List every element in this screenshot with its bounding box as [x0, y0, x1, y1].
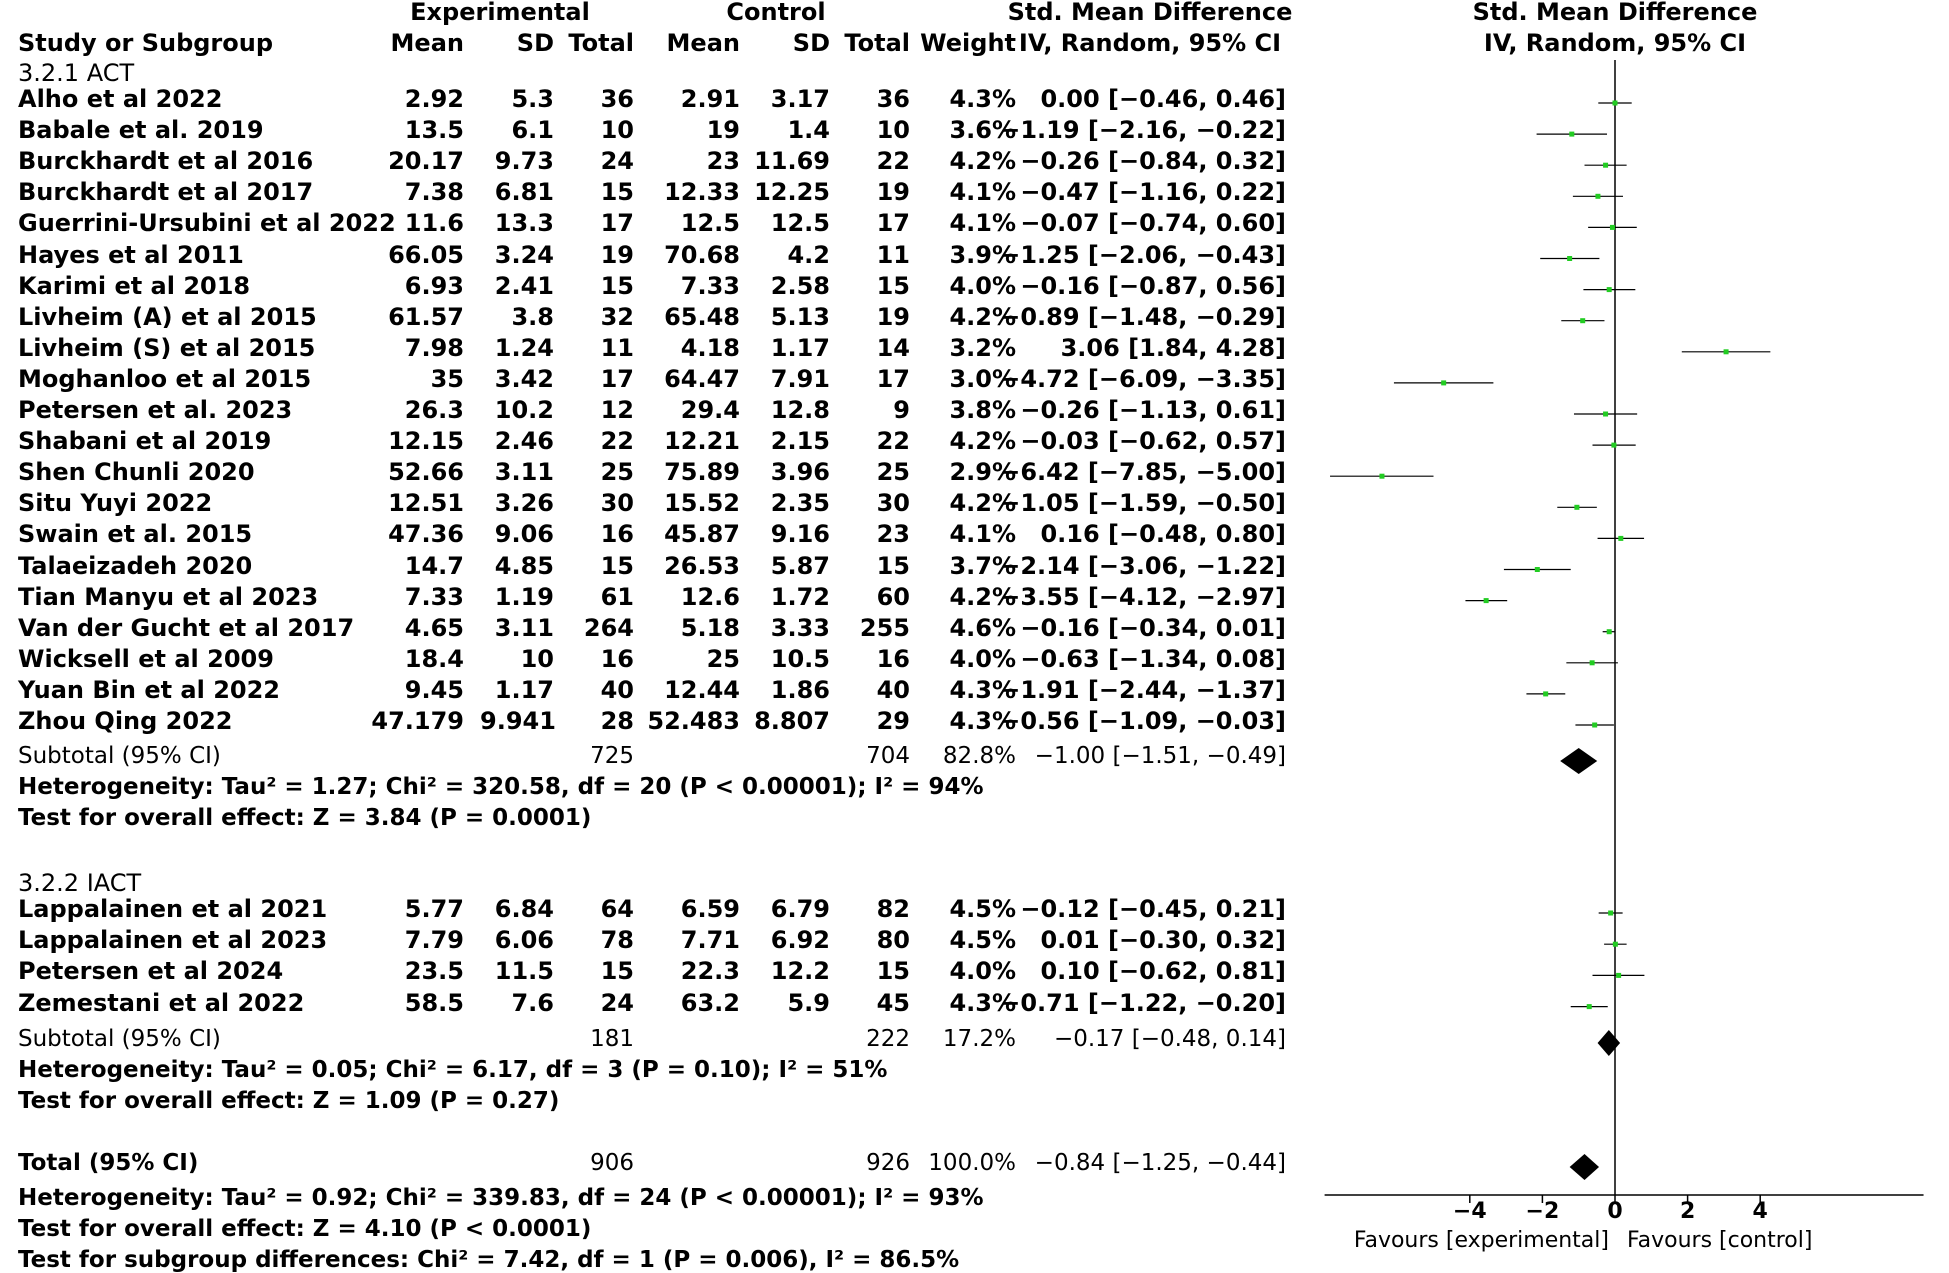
exp-sd-cell: 5.3 [511, 85, 554, 113]
exp-total-cell: 12 [600, 396, 634, 424]
exp-total-cell: 10 [600, 116, 634, 145]
weight-cell: 4.2% [949, 427, 1016, 456]
study-name: Petersen et al 2024 [18, 957, 284, 986]
exp-mean-cell: 58.5 [404, 988, 464, 1017]
exp-sd-cell: 6.06 [494, 926, 554, 955]
subgroup-label-iact: 3.2.2 IACT [18, 869, 142, 897]
weight-cell: 4.2% [949, 582, 1016, 611]
ctl-total-cell: 80 [876, 926, 910, 955]
point-estimate [1567, 256, 1572, 261]
exp-total-cell: 264 [583, 613, 634, 642]
ctl-mean-cell: 52.483 [647, 707, 740, 735]
ctl-total-cell: 22 [876, 427, 910, 456]
study-name: Petersen et al. 2023 [18, 396, 293, 424]
point-estimate [1535, 567, 1540, 572]
smd-ci-cell: −0.84 [−1.25, −0.44] [1034, 1150, 1286, 1176]
smd-ci-cell: −3.55 [−4.12, −2.97] [1000, 582, 1286, 611]
exp-sd-cell: 13.3 [494, 209, 554, 238]
exp-mean-cell: 47.36 [388, 520, 464, 549]
exp-total-cell: 30 [600, 489, 634, 518]
ctl-total-cell: 255 [859, 613, 910, 642]
exp-total-cell: 28 [600, 707, 634, 735]
exp-mean-cell: 7.98 [404, 333, 464, 362]
smd-ci-cell: −0.16 [−0.87, 0.56] [1020, 271, 1286, 300]
ctl-total-cell: 704 [866, 743, 910, 769]
exp-total-cell: 24 [600, 988, 634, 1017]
ctl-total-cell: 17 [876, 209, 910, 238]
smd-ci-cell: −0.47 [−1.16, 0.22] [1020, 178, 1286, 207]
iact-overall-effect: Test for overall effect: Z = 1.09 (P = 0.27) [18, 1088, 560, 1114]
xlabel-favours-control: Favours [control] [1627, 1228, 1813, 1253]
ctl-sd-cell: 8.807 [754, 707, 830, 735]
smd-ci-cell: −0.63 [−1.34, 0.08] [1020, 644, 1286, 673]
smd-ci-cell: −0.26 [−1.13, 0.61] [1020, 396, 1286, 424]
control-group-header: Control [726, 0, 826, 26]
point-estimate [1610, 225, 1615, 230]
subgroup-label-act: 3.2.1 ACT [18, 59, 135, 87]
study-name: Zemestani et al 2022 [18, 988, 305, 1017]
smd-ci-cell: −2.14 [−3.06, −1.22] [1000, 551, 1286, 580]
x-tick-label: 2 [1679, 1199, 1696, 1224]
exp-sd-cell: 3.26 [494, 489, 554, 518]
ctl-total-cell: 40 [876, 675, 910, 704]
study-name: Babale et al. 2019 [18, 116, 264, 145]
weight-cell: 4.3% [949, 988, 1016, 1017]
ctl-total-cell: 60 [876, 582, 910, 611]
ctl-sd-cell: 12.2 [770, 957, 830, 986]
ctl-total-cell: 23 [876, 520, 910, 549]
ctl-total-header: Total [844, 29, 910, 57]
smd-ci-cell: 0.10 [−0.62, 0.81] [1040, 957, 1286, 986]
weight-cell: 3.8% [949, 396, 1016, 424]
point-estimate [1543, 691, 1548, 696]
study-name: Lappalainen et al 2021 [18, 895, 328, 923]
ctl-total-cell: 29 [876, 707, 910, 735]
summary-label: Subtotal (95% CI) [18, 1026, 221, 1052]
ctl-total-cell: 30 [876, 489, 910, 518]
x-tick-label: −2 [1525, 1199, 1560, 1224]
weight-cell: 4.3% [949, 675, 1016, 704]
exp-total-cell: 24 [600, 147, 634, 176]
point-estimate [1613, 101, 1618, 106]
exp-total-cell: 78 [600, 926, 634, 955]
ctl-mean-cell: 25 [706, 644, 740, 673]
plot-header-title: Std. Mean Difference [1472, 0, 1758, 26]
smd-ci-cell: −0.03 [−0.62, 0.57] [1020, 427, 1286, 456]
exp-sd-cell: 10 [520, 644, 554, 673]
ctl-sd-cell: 6.79 [770, 895, 830, 923]
ctl-sd-cell: 1.86 [770, 675, 830, 704]
exp-total-cell: 17 [600, 209, 634, 238]
ctl-total-cell: 36 [876, 85, 910, 113]
smd-ci-cell: −0.89 [−1.48, −0.29] [1000, 302, 1286, 331]
exp-sd-cell: 9.06 [494, 520, 554, 549]
ctl-total-cell: 15 [876, 271, 910, 300]
xlabel-favours-experimental: Favours [experimental] [1353, 1228, 1609, 1253]
study-name: Moghanloo et al 2015 [18, 364, 312, 393]
exp-mean-cell: 52.66 [388, 458, 464, 487]
exp-sd-cell: 9.941 [480, 707, 556, 735]
study-name: Burckhardt et al 2017 [18, 178, 314, 207]
act-heterogeneity: Heterogeneity: Tau² = 1.27; Chi² = 320.58, df = 20 (P < 0.00001); I² = 94% [18, 774, 984, 800]
weight-cell: 4.6% [949, 613, 1016, 642]
smd-ci-cell: −4.72 [−6.09, −3.35] [1000, 364, 1286, 393]
exp-mean-cell: 2.92 [404, 85, 464, 113]
ctl-sd-cell: 12.5 [770, 209, 830, 238]
study-name: Karimi et al 2018 [18, 271, 251, 300]
experimental-group-header: Experimental [410, 0, 590, 26]
ctl-sd-cell: 12.8 [770, 396, 830, 424]
subgroup-differences: Test for subgroup differences: Chi² = 7.42, df = 1 (P = 0.006), I² = 86.5% [18, 1247, 960, 1273]
exp-total-cell: 15 [600, 957, 634, 986]
smd-ci-cell: 0.16 [−0.48, 0.80] [1040, 520, 1286, 549]
ctl-mean-cell: 12.21 [664, 427, 740, 456]
ctl-mean-cell: 5.18 [680, 613, 740, 642]
total-heterogeneity: Heterogeneity: Tau² = 0.92; Chi² = 339.83, df = 24 (P < 0.00001); I² = 93% [18, 1185, 984, 1211]
ctl-sd-cell: 4.2 [787, 240, 830, 269]
exp-sd-cell: 1.19 [494, 582, 554, 611]
weight-cell: 3.6% [949, 116, 1016, 145]
smd-header-title: Std. Mean Difference [1007, 0, 1293, 26]
exp-mean-cell: 20.17 [388, 147, 464, 176]
ctl-total-cell: 15 [876, 957, 910, 986]
point-estimate [1607, 629, 1612, 634]
exp-total-cell: 15 [600, 551, 634, 580]
ctl-mean-cell: 70.68 [664, 240, 740, 269]
ctl-mean-cell: 12.44 [664, 675, 740, 704]
exp-mean-cell: 35 [430, 364, 464, 393]
exp-mean-cell: 14.7 [404, 551, 464, 580]
study-name: Livheim (S) et al 2015 [18, 333, 316, 362]
plot-method-header: IV, Random, 95% CI [1483, 29, 1747, 57]
ctl-mean-cell: 19 [706, 116, 740, 145]
point-estimate [1587, 1004, 1592, 1009]
exp-total-cell: 64 [600, 895, 634, 923]
exp-mean-cell: 6.93 [404, 271, 464, 300]
ctl-total-cell: 14 [876, 333, 910, 362]
iact-heterogeneity: Heterogeneity: Tau² = 0.05; Chi² = 6.17, df = 3 (P = 0.10); I² = 51% [18, 1057, 888, 1083]
exp-total-cell: 181 [590, 1026, 634, 1052]
exp-sd-cell: 3.11 [494, 613, 554, 642]
ctl-sd-cell: 1.4 [787, 116, 830, 145]
ctl-sd-cell: 5.87 [770, 551, 830, 580]
point-estimate [1608, 911, 1613, 916]
point-estimate [1379, 474, 1384, 479]
exp-sd-cell: 2.41 [494, 271, 554, 300]
ctl-sd-cell: 3.96 [770, 458, 830, 487]
exp-sd-cell: 3.24 [494, 240, 554, 269]
weight-cell: 4.1% [949, 209, 1016, 238]
ctl-mean-cell: 26.53 [664, 551, 740, 580]
study-name: Tian Manyu et al 2023 [18, 582, 319, 611]
weight-cell: 4.2% [949, 302, 1016, 331]
smd-ci-cell: −0.17 [−0.48, 0.14] [1053, 1026, 1286, 1052]
ctl-mean-cell: 15.52 [664, 489, 740, 518]
weight-cell: 82.8% [942, 743, 1016, 769]
exp-sd-cell: 3.8 [511, 302, 554, 331]
study-name: Lappalainen et al 2023 [18, 926, 328, 955]
weight-cell: 4.5% [949, 926, 1016, 955]
exp-total-cell: 15 [600, 271, 634, 300]
act-overall-effect: Test for overall effect: Z = 3.84 (P = 0.0001) [18, 805, 592, 831]
smd-ci-cell: −0.12 [−0.45, 0.21] [1020, 895, 1286, 923]
study-name: Talaeizadeh 2020 [18, 551, 253, 580]
point-estimate [1724, 349, 1729, 354]
exp-mean-cell: 7.79 [404, 926, 464, 955]
exp-mean-cell: 11.6 [404, 209, 464, 238]
exp-total-header: Total [568, 29, 634, 57]
ctl-mean-cell: 2.91 [680, 85, 740, 113]
point-estimate [1574, 505, 1579, 510]
ctl-mean-cell: 64.47 [664, 364, 740, 393]
weight-cell: 4.5% [949, 895, 1016, 923]
smd-ci-cell: 0.01 [−0.30, 0.32] [1040, 926, 1286, 955]
exp-total-cell: 16 [600, 644, 634, 673]
exp-total-cell: 906 [590, 1150, 634, 1176]
ctl-mean-cell: 7.33 [680, 271, 740, 300]
study-name: Yuan Bin et al 2022 [18, 675, 280, 704]
weight-header: Weight [920, 29, 1016, 57]
point-estimate [1611, 443, 1616, 448]
ctl-sd-cell: 9.16 [770, 520, 830, 549]
ctl-sd-cell: 5.13 [770, 302, 830, 331]
ctl-mean-cell: 12.5 [680, 209, 740, 238]
ctl-sd-cell: 3.33 [770, 613, 830, 642]
exp-total-cell: 40 [600, 675, 634, 704]
x-tick-label: 4 [1752, 1199, 1768, 1224]
ctl-mean-cell: 65.48 [664, 302, 740, 331]
ctl-sd-cell: 5.9 [787, 988, 830, 1017]
summary-diamond [1570, 1154, 1599, 1180]
exp-sd-cell: 1.24 [494, 333, 554, 362]
ctl-mean-header: Mean [666, 29, 740, 57]
exp-mean-header: Mean [390, 29, 464, 57]
ctl-total-cell: 9 [893, 396, 910, 424]
exp-sd-cell: 10.2 [494, 396, 554, 424]
ctl-mean-cell: 12.6 [680, 582, 740, 611]
weight-cell: 100.0% [928, 1150, 1016, 1176]
ctl-total-cell: 19 [876, 178, 910, 207]
weight-cell: 3.7% [949, 551, 1016, 580]
ctl-mean-cell: 63.2 [680, 988, 740, 1017]
ctl-total-cell: 82 [876, 895, 910, 923]
exp-total-cell: 17 [600, 364, 634, 393]
ctl-total-cell: 15 [876, 551, 910, 580]
point-estimate [1603, 412, 1608, 417]
exp-sd-cell: 9.73 [494, 147, 554, 176]
exp-total-cell: 61 [600, 582, 634, 611]
study-name: Van der Gucht et al 2017 [18, 613, 355, 642]
ctl-mean-cell: 7.71 [680, 926, 740, 955]
point-estimate [1441, 380, 1446, 385]
study-name: Livheim (A) et al 2015 [18, 302, 317, 331]
smd-ci-cell: −1.05 [−1.59, −0.50] [1000, 489, 1286, 518]
ctl-sd-cell: 1.17 [770, 333, 830, 362]
ctl-mean-cell: 29.4 [680, 396, 740, 424]
weight-cell: 4.3% [949, 85, 1016, 113]
ctl-total-cell: 17 [876, 364, 910, 393]
exp-sd-cell: 6.84 [494, 895, 554, 923]
study-name: Swain et al. 2015 [18, 520, 253, 549]
ctl-total-cell: 16 [876, 644, 910, 673]
summary-diamond [1598, 1030, 1621, 1056]
exp-total-cell: 725 [590, 743, 634, 769]
ctl-total-cell: 45 [876, 988, 910, 1017]
exp-mean-cell: 7.33 [404, 582, 464, 611]
ctl-sd-cell: 3.17 [770, 85, 830, 113]
exp-total-cell: 11 [600, 333, 634, 362]
total-overall-effect: Test for overall effect: Z = 4.10 (P < 0.0001) [18, 1216, 592, 1242]
ctl-mean-cell: 6.59 [680, 895, 740, 923]
study-name: Hayes et al 2011 [18, 240, 244, 269]
exp-mean-cell: 26.3 [404, 396, 464, 424]
weight-cell: 4.2% [949, 147, 1016, 176]
weight-cell: 4.0% [949, 644, 1016, 673]
point-estimate [1569, 132, 1574, 137]
ctl-sd-cell: 11.69 [754, 147, 830, 176]
study-name: Burckhardt et al 2016 [18, 147, 314, 176]
exp-sd-cell: 1.17 [494, 675, 554, 704]
ctl-sd-cell: 2.35 [770, 489, 830, 518]
x-tick-label: 0 [1607, 1199, 1623, 1224]
exp-sd-cell: 3.11 [494, 458, 554, 487]
smd-ci-cell: −0.56 [−1.09, −0.03] [1000, 707, 1286, 735]
weight-cell: 4.2% [949, 489, 1016, 518]
exp-total-cell: 19 [600, 240, 634, 269]
ctl-total-cell: 10 [876, 116, 910, 145]
ctl-total-cell: 11 [876, 240, 910, 269]
smd-ci-cell: −0.26 [−0.84, 0.32] [1020, 147, 1286, 176]
ctl-mean-cell: 4.18 [680, 333, 740, 362]
ctl-sd-header: SD [792, 29, 830, 57]
study-name: Zhou Qing 2022 [18, 707, 233, 735]
ctl-mean-cell: 45.87 [664, 520, 740, 549]
ctl-sd-cell: 6.92 [770, 926, 830, 955]
point-estimate [1607, 287, 1612, 292]
weight-cell: 4.3% [949, 707, 1016, 735]
smd-ci-cell: 3.06 [1.84, 4.28] [1060, 333, 1286, 362]
smd-ci-cell: 0.00 [−0.46, 0.46] [1040, 85, 1286, 113]
exp-mean-cell: 61.57 [388, 302, 464, 331]
exp-mean-cell: 12.51 [388, 489, 464, 518]
ctl-total-cell: 926 [866, 1150, 910, 1176]
point-estimate [1603, 163, 1608, 168]
smd-ci-cell: −0.71 [−1.22, −0.20] [1000, 988, 1286, 1017]
exp-mean-cell: 7.38 [404, 178, 464, 207]
ctl-mean-cell: 12.33 [664, 178, 740, 207]
ctl-mean-cell: 23 [706, 147, 740, 176]
exp-total-cell: 25 [600, 458, 634, 487]
study-column-header: Study or Subgroup [18, 29, 274, 57]
study-name: Alho et al 2022 [18, 85, 223, 113]
smd-ci-cell: −1.25 [−2.06, −0.43] [1000, 240, 1286, 269]
study-name: Shen Chunli 2020 [18, 458, 255, 487]
point-estimate [1484, 598, 1489, 603]
exp-total-cell: 22 [600, 427, 634, 456]
weight-cell: 17.2% [942, 1026, 1016, 1052]
exp-total-cell: 36 [600, 85, 634, 113]
smd-ci-cell: −1.00 [−1.51, −0.49] [1034, 743, 1286, 769]
x-tick-label: −4 [1452, 1199, 1487, 1224]
exp-sd-cell: 6.1 [511, 116, 554, 145]
exp-mean-cell: 5.77 [404, 895, 464, 923]
exp-sd-cell: 3.42 [494, 364, 554, 393]
smd-ci-cell: −1.91 [−2.44, −1.37] [1000, 675, 1286, 704]
point-estimate [1592, 723, 1597, 728]
summary-label: Total (95% CI) [18, 1150, 199, 1176]
summary-diamond [1560, 748, 1597, 774]
ctl-mean-cell: 22.3 [680, 957, 740, 986]
ctl-total-cell: 22 [876, 147, 910, 176]
smd-ci-cell: −0.07 [−0.74, 0.60] [1020, 209, 1286, 238]
smd-ci-cell: −0.16 [−0.34, 0.01] [1020, 613, 1286, 642]
weight-cell: 4.1% [949, 178, 1016, 207]
ctl-total-cell: 25 [876, 458, 910, 487]
weight-cell: 4.0% [949, 957, 1016, 986]
exp-mean-cell: 18.4 [404, 644, 464, 673]
ctl-sd-cell: 2.58 [770, 271, 830, 300]
exp-sd-header: SD [516, 29, 554, 57]
smd-ci-cell: −6.42 [−7.85, −5.00] [1000, 458, 1286, 487]
exp-sd-cell: 6.81 [494, 178, 554, 207]
smd-ci-cell: −1.19 [−2.16, −0.22] [1000, 116, 1286, 145]
study-name: Guerrini-Ursubini et al 2022 [18, 209, 396, 238]
point-estimate [1590, 660, 1595, 665]
weight-cell: 3.0% [949, 364, 1016, 393]
summary-label: Subtotal (95% CI) [18, 743, 221, 769]
ctl-sd-cell: 2.15 [770, 427, 830, 456]
weight-cell: 2.9% [949, 458, 1016, 487]
exp-mean-cell: 9.45 [404, 675, 464, 704]
point-estimate [1616, 973, 1621, 978]
ctl-total-cell: 19 [876, 302, 910, 331]
ctl-sd-cell: 12.25 [754, 178, 830, 207]
ctl-sd-cell: 10.5 [770, 644, 830, 673]
study-name: Wicksell et al 2009 [18, 644, 274, 673]
ctl-total-cell: 222 [866, 1026, 910, 1052]
exp-total-cell: 32 [600, 302, 634, 331]
exp-sd-cell: 4.85 [494, 551, 554, 580]
ctl-sd-cell: 1.72 [770, 582, 830, 611]
exp-mean-cell: 66.05 [388, 240, 464, 269]
point-estimate [1618, 536, 1623, 541]
exp-mean-cell: 13.5 [404, 116, 464, 145]
exp-mean-cell: 23.5 [404, 957, 464, 986]
exp-sd-cell: 2.46 [494, 427, 554, 456]
exp-sd-cell: 7.6 [511, 988, 554, 1017]
weight-cell: 3.9% [949, 240, 1016, 269]
study-name: Situ Yuyi 2022 [18, 489, 213, 518]
exp-mean-cell: 12.15 [388, 427, 464, 456]
weight-cell: 3.2% [949, 333, 1016, 362]
weight-cell: 4.0% [949, 271, 1016, 300]
point-estimate [1595, 194, 1600, 199]
ctl-sd-cell: 7.91 [770, 364, 830, 393]
point-estimate [1613, 942, 1618, 947]
smd-method-header: IV, Random, 95% CI [1018, 29, 1282, 57]
exp-total-cell: 15 [600, 178, 634, 207]
exp-total-cell: 16 [600, 520, 634, 549]
study-name: Shabani et al 2019 [18, 427, 272, 456]
weight-cell: 4.1% [949, 520, 1016, 549]
exp-mean-cell: 47.179 [371, 707, 464, 735]
exp-sd-cell: 11.5 [494, 957, 554, 986]
ctl-mean-cell: 75.89 [664, 458, 740, 487]
point-estimate [1580, 318, 1585, 323]
exp-mean-cell: 4.65 [404, 613, 464, 642]
